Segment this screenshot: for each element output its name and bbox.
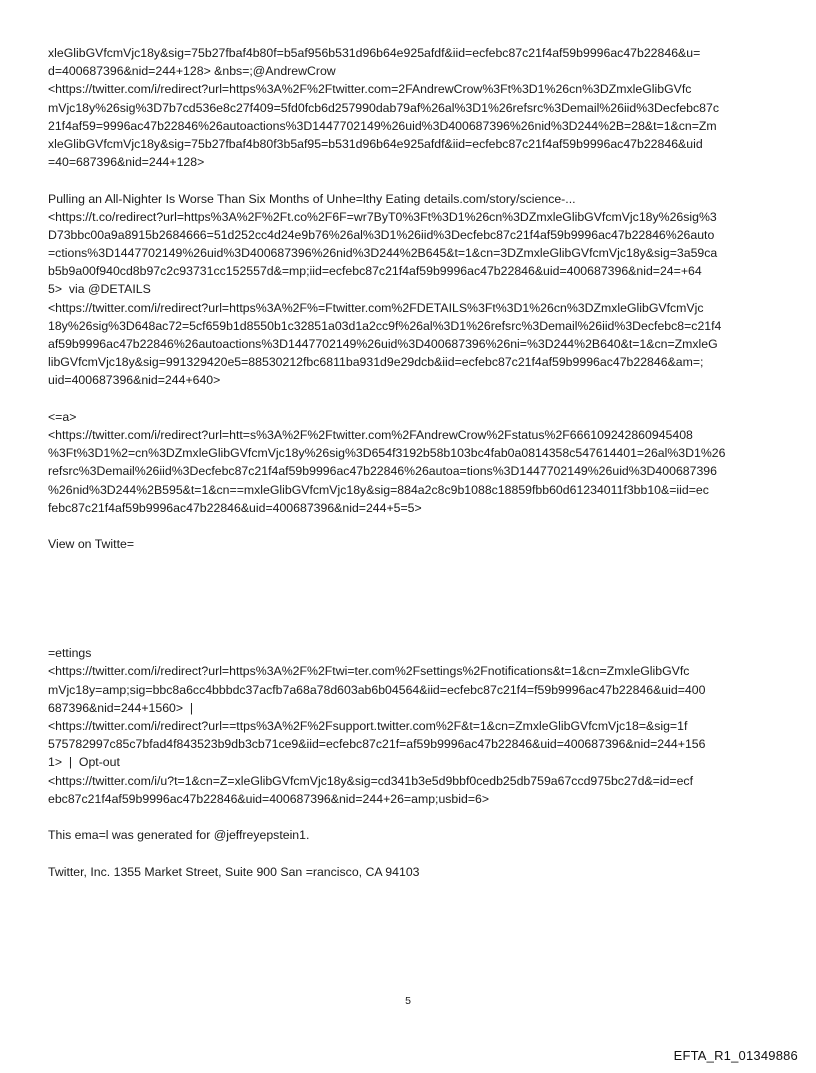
text-line: <https://twitter.com/i/redirect?url==ttps%3A%2F%2Fsupport.twitter.com%2F&t=1&cn=ZmxleGlibGVfcmVjc18=&sig=1f (48, 719, 688, 733)
blank-space (48, 553, 778, 644)
text-line: =ctions%3D1447702149%26uid%3D400687396%26nid%3D244%2B645&t=1&cn=3DZmxleGlibGVfcmVjc18y&sig=3a59ca (48, 246, 718, 261)
text-line: febc87c21f4af59b9996ac47b22846&uid=400687396&nid=244+5=5> (48, 500, 422, 515)
text-line: b5b9a00f940cd8b97c2c93731cc152557d&=mp;iid=ecfebc87c21f4af59b9996ac47b22846&uid=400687396&nid=24=+64 (48, 264, 702, 279)
text-line: <https://twitter.com/i/u?t=1&cn=Z=xleGlibGVfcmVjc18y&sig=cd341b3e5d9bbf0cedb25db759a67ccd975bc27d&=id=ecf (48, 773, 693, 788)
text-line: mVjc18y%26sig%3D7b7cd536e8c27f409=5fd0fcb6d257990dab79af%26al%3D1%26refsrc%3Demail%26iid%3Decfebc87c (48, 100, 719, 115)
footer-links-block (48, 644, 778, 808)
text-line: af59b9996ac47b22846%26autoactions%3D1447702149%26uid%3D400687396%26ni=%3D244%2B640&t=1&cn=ZmxleG (48, 337, 718, 351)
text-line: =40=687396&nid=244+128> (48, 155, 205, 170)
paragraph-gap (48, 171, 778, 189)
text-line: 575782997c85c7bfad4f843523b9db3cb71ce9&iid=ecfebc87c21f=af59b9996ac47b22846&uid=400687396&nid=244+156 (48, 737, 706, 752)
text-line: %3Ft%3D1%2=cn%3DZmxleGlibGVfcmVjc18y%26sig%3D654f3192b58b103bc4fab0a0814358c547614401=26al%3D1%26 (48, 446, 726, 461)
text-line: xleGlibGVfcmVjc18y&sig=75b27fbaf4b80f=b5af956b531d96b64e925afdf&iid=ecfebc87c21f4af59b9996ac47b22846&u= (48, 46, 701, 60)
view-on-twitter-text: View on Twitte= (48, 537, 135, 552)
text-line: mVjc18y=amp;sig=bbc8a6cc4bbbdc37acfb7a68a78d603ab6b04564&iid=ecfebc87c21f4=f59b9996ac47b22846&uid=400 (48, 682, 706, 697)
text-line: 21f4af59=9996ac47b22846%26autoactions%3D1447702149%26uid%3D400687396%26nid%3D244%2B=28&t=1&cn=Zm (48, 118, 717, 133)
text-line: d=400687396&nid=244+128> &nbs=;@AndrewCrow (48, 64, 336, 79)
text-line: 687396&nid=244+1560> | (48, 700, 194, 715)
tweet-content-block (48, 190, 778, 390)
text-line: xleGlibGVfcmVjc18y&sig=75b27fbaf4b80f3b5af95=b531d96b64e925afdf&iid=ecfebc87c21f4af59b9996ac47b22846&uid (48, 136, 703, 151)
text-line: <https://twitter.com/i/redirect?url=htt=s%3A%2F%2Ftwitter.com%2FAndrewCrow%2Fstatus%2F666109242860945408 (48, 427, 693, 442)
text-line: =ettings (48, 646, 92, 661)
company-address: Twitter, Inc. 1355 Market Street, Suite 900 San =rancisco, CA 94103 (48, 864, 420, 879)
text-line: <https://t.co/redirect?url=https%3A%2F%2Ft.co%2F6F=wr7ByT0%3Ft%3D1%26cn%3DZmxleGlibGVfcmVjc18y%26sig%3 (48, 209, 717, 224)
paragraph-gap (48, 517, 778, 535)
text-line: %26nid%3D244%2B595&t=1&cn==mxleGlibGVfcmVjc18y&sig=884a2c8c9b1088c18859fbb60d61234011f3bb10&=iid=ec (48, 482, 709, 497)
text-line: refsrc%3Demail%26iid%3Decfebc87c21f4af59b9996ac47b22846%26autoa=tions%3D1447702149%26uid%3D400687396 (48, 464, 717, 479)
status-link-block (48, 408, 778, 517)
page-number: 5 (405, 995, 411, 1007)
text-line: ebc87c21f4af59b9996ac47b22846&uid=400687396&nid=244+26=amp;usbid=6> (48, 791, 490, 806)
text-line: uid=400687396&nid=244+640> (48, 373, 221, 388)
email-body (48, 44, 778, 881)
text-line: libGVfcmVjc18y&sig=991329420e5=88530212fbc6811ba931d9e29dcb&iid=ecfebc87c21f4af59b9996ac47b22846&am=; (48, 355, 704, 370)
text-line: D73bbc00a9a8915b2684666=51d252cc4d24e9b76%26al%3D1%26iid%3Decfebc87c21f4af59b9996ac47b22846%26auto (48, 227, 715, 242)
text-line: <https://twitter.com/i/redirect?url=https%3A%2F%2Ftwitter.com=2FAndrewCrow%3Ft%3D1%26cn%3DZmxleGlibGVfc (48, 82, 692, 97)
generated-for-notice: This ema=l was generated for @jeffreyepstein1. (48, 828, 310, 843)
paragraph-gap (48, 808, 778, 826)
paragraph-gap (48, 844, 778, 862)
paragraph-gap (48, 390, 778, 408)
tweet-headline: Pulling an All-Nighter Is Worse Than Six Months of Unhe=lthy Eating details.com/story/science-... (48, 191, 576, 206)
text-line: <https://twitter.com/i/redirect?url=https%3A%2F%2Ftwi=ter.com%2Fsettings%2Fnotifications&t=1&cn=ZmxleGlibGVfc (48, 664, 690, 679)
text-line: 5> via @DETAILS (48, 282, 151, 297)
text-line: <=a> (48, 409, 77, 424)
bates-number: EFTA_R1_01349886 (673, 1048, 798, 1063)
tweet-link-block (48, 44, 778, 171)
text-line: 18y%26sig%3D648ac72=5cf659b1d8550b1c32851a03d1a2cc9f%26al%3D1%26refsrc%3Demail%26iid%3Decfebc8=c21f4 (48, 318, 722, 333)
text-line: 1> | Opt-out (48, 755, 120, 770)
text-line: <https://twitter.com/i/redirect?url=https%3A%2F%=Ftwitter.com%2FDETAILS%3Ft%3D1%26cn%3DZmxleGlibGVfcmVjc (48, 300, 704, 315)
